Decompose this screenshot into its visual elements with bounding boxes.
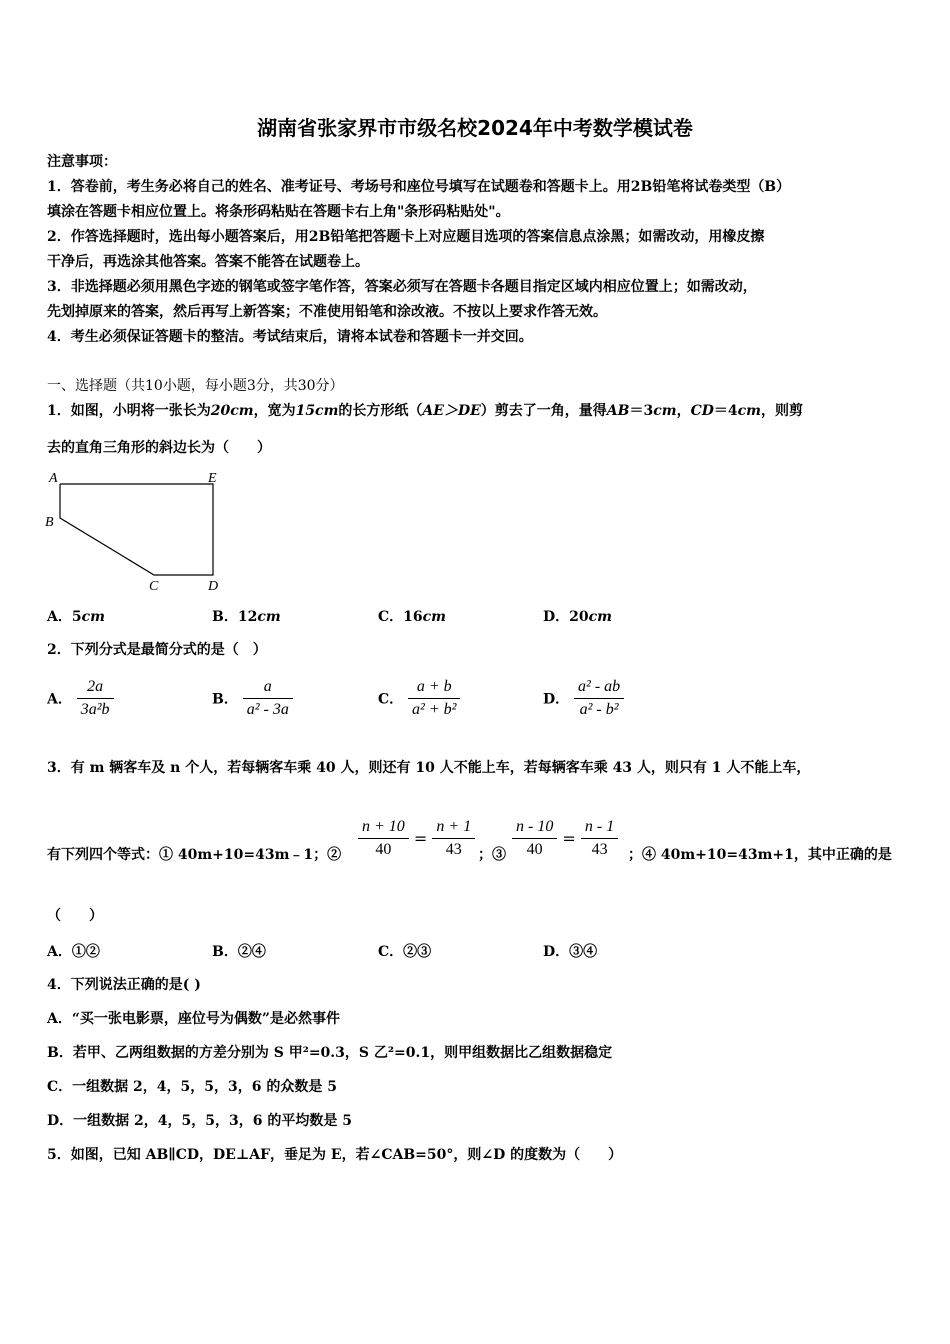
question-1-figure bbox=[40, 464, 230, 596]
q1-option-d: D．20cm bbox=[543, 609, 612, 625]
q2-option-a: A． $\frac{2a}{\text{3a²b}}$ bbox=[47, 678, 114, 719]
label-a: A bbox=[49, 471, 58, 486]
q4-option-c: C．一组数据 2，4，5，5，3，6 的众数是 5 bbox=[47, 1079, 337, 1095]
q4-option-d: D．一组数据 2，4，5，5，3，6 的平均数是 5 bbox=[47, 1113, 352, 1129]
notice-heading: 注意事项： bbox=[47, 154, 117, 170]
section-heading: 一、选择题（共10小题，每小题3分，共30分） bbox=[47, 378, 344, 394]
label-b: B bbox=[45, 515, 54, 530]
notice-line: 4．考生必须保证答题卡的整洁。考试结束后，请将本试卷和答题卡一并交回。 bbox=[47, 329, 533, 345]
question-1-stem: 1．如图，小明将一张长为20cm，宽为15cm的长方形纸（AE＞DE）剪去了一角，量得AB＝3cm，CD＝4cm，则剪 bbox=[47, 403, 803, 419]
q3-option-c: C．②③ bbox=[378, 944, 432, 960]
q2-option-c: C． $\frac{a + b}{\text{a² + b²}}$ bbox=[378, 678, 460, 719]
q2-option-b: B． $\frac{a}{\text{a² - 3a}}$ bbox=[212, 678, 293, 719]
q1-option-c: C．16cm bbox=[378, 609, 446, 625]
notice-line: 3．非选择题必须用黑色字迹的钢笔或签字笔作答，答案必须写在答题卡各题目指定区域内相应位置上；如需改动， bbox=[47, 279, 757, 295]
question-3-tail: ；④ 40m+10=43m+1，其中正确的是 bbox=[628, 847, 892, 863]
q4-option-b: B．若甲、乙两组数据的方差分别为 S 甲²=0.3，S 乙²=0.1，则甲组数据比乙组数据稳定 bbox=[47, 1045, 613, 1061]
q3-option-b: B．②④ bbox=[212, 944, 266, 960]
question-2-stem: 2．下列分式是最简分式的是（ ） bbox=[47, 642, 267, 658]
notice-line: 先划掉原来的答案，然后再写上新答案；不准使用铅笔和涂改液。不按以上要求作答无效。 bbox=[47, 304, 607, 320]
label-e: E bbox=[208, 471, 217, 486]
question-4-stem: 4．下列说法正确的是( ) bbox=[47, 977, 201, 993]
question-3-sep: ；③ bbox=[478, 847, 506, 863]
q4-option-a: A．“买一张电影票，座位号为偶数”是必然事件 bbox=[47, 1011, 340, 1027]
question-3-stem: 3．有 m 辆客车及 n 个人，若每辆客车乘 40 人，则还有 10 人不能上车，若每辆客车乘 43 人，则只有 1 人不能上车， bbox=[47, 760, 811, 776]
paper-outline bbox=[60, 484, 213, 575]
notice-line: 2．作答选择题时，选出每小题答案后，用2B铅笔把答题卡上对应题目选项的答案信息点涂黑；如需改动，用橡皮擦 bbox=[47, 229, 765, 245]
notice-line: 干净后，再选涂其他答案。答案不能答在试题卷上。 bbox=[47, 254, 369, 270]
notice-line: 填涂在答题卡相应位置上。将条形码粘贴在答题卡右上角"条形码粘贴处"。 bbox=[47, 204, 510, 220]
q2-option-d: D． $\frac{\text{a² - ab}}{\text{a² - b²}}$ bbox=[543, 678, 624, 719]
label-d: D bbox=[208, 579, 219, 594]
equation-2: $\frac{n + 10}{40}$ = $\frac{n + 1}{43}$ bbox=[358, 818, 475, 859]
question-5-stem: 5．如图，已知 AB∥CD，DE⊥AF，垂足为 E，若∠CAB=50°，则∠D 的度数为（ ） bbox=[47, 1147, 623, 1163]
page-title: 湖南省张家界市市级名校2024年中考数学模试卷 bbox=[257, 116, 693, 140]
question-1-stem-line2: 去的直角三角形的斜边长为（ ） bbox=[47, 440, 271, 456]
q1-option-a: A．5cm bbox=[47, 609, 105, 625]
equation-3: $\frac{n - 10}{40}$ = $\frac{n - 1}{43}$ bbox=[512, 818, 618, 859]
q1-option-b: B．12cm bbox=[212, 609, 281, 625]
notice-line: 1．答卷前，考生务必将自己的姓名、准考证号、考场号和座位号填写在试题卷和答题卡上。用2B铅笔将试卷类型（B） bbox=[47, 179, 791, 195]
label-c: C bbox=[149, 579, 159, 594]
q3-option-d: D．③④ bbox=[543, 944, 598, 960]
q3-option-a: A．①② bbox=[47, 944, 100, 960]
question-3-paren: （ ） bbox=[47, 908, 103, 924]
question-3-lead: 有下列四个等式：① 40m+10=43m﹣1；② bbox=[47, 847, 342, 863]
